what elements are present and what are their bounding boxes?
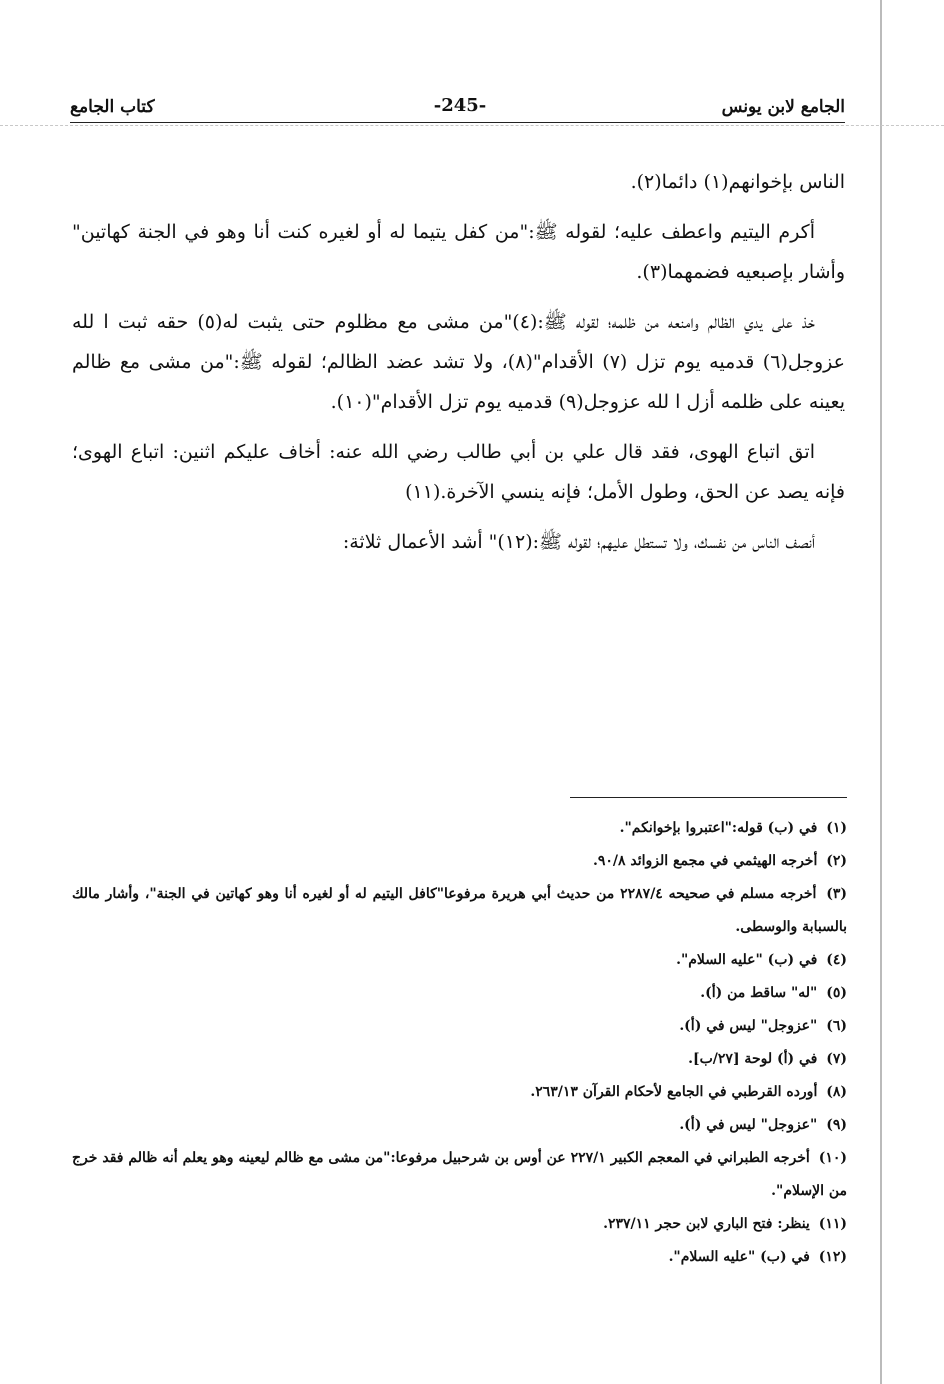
footnote-text: أخرجه الهيثمي في مجمع الزوائد ٩٠/٨.	[592, 853, 818, 869]
footnote	[72, 1208, 847, 1241]
paragraph: أكرم اليتيم واعطف عليه؛ لقوله ﷺ:"من كفل يتيما له أو لغيره كنت أنا وهو في الجنة كهاتين" وأشار بإصبعيه فضمهما(٣).	[72, 221, 845, 283]
footnote-text: في (أ) لوحة [٢٧/ب].	[688, 1051, 818, 1067]
page-edge-line	[880, 0, 882, 1384]
footnote-number: (٨)	[826, 1084, 847, 1100]
paragraph: اتق اتباع الهوى، فقد قال علي بن أبي طالب رضي الله عنه: أخاف عليكم اثنين: اتباع الهوى؛ فإنه يصد عن الحق، وطول الأمل؛ فإنه ينسي الآخرة.(١١)	[72, 441, 845, 503]
footnote-number: (٤)	[826, 952, 847, 968]
footnote-text: في (ب) "عليه السلام".	[668, 1249, 810, 1265]
footnote-text: أورده القرطبي في الجامع لأحكام القرآن ٢٦٣/١٣.	[530, 1084, 818, 1100]
footnote	[72, 878, 847, 944]
footnote-text: أخرجه مسلم في صحيحه ٢٢٨٧/٤ من حديث أبي هريرة مرفوعا"كافل اليتيم له أو لغيره أنا وهو كهاتين في الجنة"، وأشار مالك بالسبابة والوسطى.	[72, 886, 847, 935]
footnote	[72, 1010, 847, 1043]
footnote-separator	[570, 797, 847, 798]
paragraph: أنصف الناس من نفسك، ولا تستطل عليهم؛ لقوله ﷺ:(١٢)" أشد الأعمال ثلاثة:	[342, 531, 815, 553]
paragraph: الناس بإخوانهم(١) دائما(٢).	[630, 171, 845, 193]
footnote-text: "عزوجل" ليس في (أ).	[679, 1018, 818, 1034]
footnote	[72, 1109, 847, 1142]
footnotes	[72, 812, 847, 1274]
footnote-number: (١٠)	[818, 1150, 848, 1166]
footnote-number: (٣)	[826, 886, 848, 902]
scan-dotted-line	[0, 125, 944, 126]
header-rule	[70, 122, 845, 123]
footnote-number: (٦)	[826, 1018, 847, 1034]
footnote	[72, 977, 847, 1010]
footnote	[72, 944, 847, 977]
footnote-number: (٧)	[826, 1051, 847, 1067]
footnote	[72, 1241, 847, 1274]
footnote-text: في (ب) "عليه السلام".	[676, 952, 818, 968]
main-text	[72, 162, 845, 572]
footnote-number: (٥)	[826, 985, 847, 1001]
page-number: -245-	[433, 95, 487, 116]
footnote	[72, 812, 847, 845]
footnote	[72, 1043, 847, 1076]
paragraph: خذ على يدي الظالم وامنعه من ظلمه؛ لقوله ﷺ:(٤)"من مشى مع مظلوم حتى يثبت له(٥) حقه ثبت ا لله عزوجل(٦) قدميه يوم تزل (٧) الأقدام"(٨)، ولا تشد عضد الظالم؛ لقوله ﷺ:"من مشى مع ظالم يعينه على ظلمه أزل ا لله عزوجل(٩) قدميه يوم تزل الأقدام"(١٠).	[72, 311, 845, 413]
footnote-number: (٢)	[826, 853, 847, 869]
footnote-number: (٩)	[826, 1117, 847, 1133]
footnote	[72, 845, 847, 878]
footnote	[72, 1142, 847, 1208]
footnote-text: أخرجه الطبراني في المعجم الكبير ٢٢٧/١ عن أوس بن شرحبيل مرفوعا:"من مشى مع ظالم ليعينه وهو يعلم أنه ظالم فقد خرج من الإسلام".	[72, 1150, 847, 1199]
footnote-text: "له" ساقط من (أ).	[700, 985, 818, 1001]
footnote-number: (١١)	[818, 1216, 847, 1232]
footnote-text: ينظر: فتح الباري لابن حجر ٢٣٧/١١.	[603, 1216, 810, 1232]
footnote-text: "عزوجل" ليس في (أ).	[679, 1117, 818, 1133]
header-chapter-title: كتاب الجامع	[70, 97, 155, 117]
running-header	[70, 95, 845, 123]
footnote-text: في (ب) قوله:"اعتبروا بإخوانكم".	[619, 820, 818, 836]
footnote-number: (١٢)	[818, 1249, 847, 1265]
footnote	[72, 1076, 847, 1109]
header-book-title: الجامع لابن يونس	[721, 97, 845, 117]
footnote-number: (١)	[826, 820, 847, 836]
